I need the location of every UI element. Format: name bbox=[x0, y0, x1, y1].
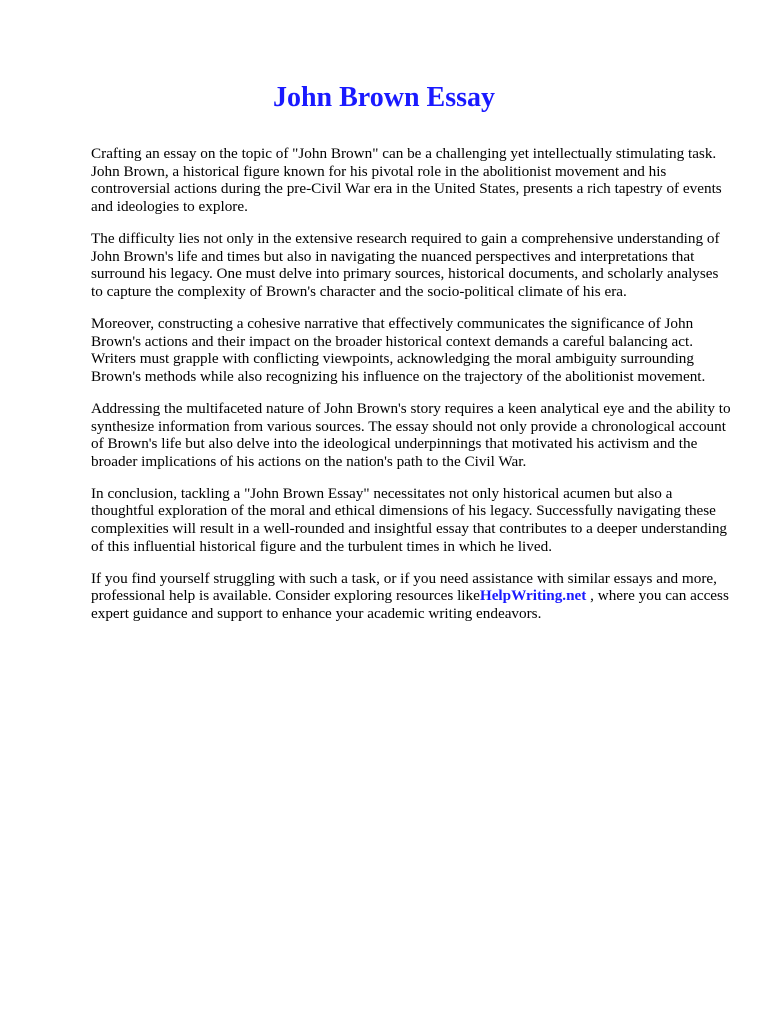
paragraph-3: Moreover, constructing a cohesive narrative that effectively communicates the significance of John Brown's actions and their impact on the broader historical context demands a careful balancing act. Writers must grapple with conflicting viewpoints, acknowledging the moral ambiguity surrounding Brown's methods while also recognizing his influence on the trajectory of the abolitionist movement. bbox=[91, 314, 706, 385]
paragraph-2: The difficulty lies not only in the extensive research required to gain a comprehensive understanding of John Brown's life and times but also in navigating the nuanced perspectives and interpretations that surround his legacy. One must delve into primary sources, historical documents, and scholarly analyses to capture the complexity of Brown's character and the socio-political climate of his era. bbox=[91, 229, 720, 300]
paragraph-4: Addressing the multifaceted nature of John Brown's story requires a keen analytical eye and the ability to synthesize information from various sources. The essay should not only provide a chronological account of Brown's life but also delve into the ideological underpinnings that motivated his activism and the broader implications of his actions on the nation's path to the Civil War. bbox=[91, 399, 731, 470]
essay-body bbox=[91, 145, 731, 637]
page-title: John Brown Essay bbox=[272, 82, 495, 113]
helpwriting-link[interactable]: HelpWriting.net bbox=[479, 587, 587, 605]
paragraph-1: Crafting an essay on the topic of "John Brown" can be a challenging yet intellectually stimulating task. John Brown, a historical figure known for his pivotal role in the abolitionist movement and his controversial actions during the pre-Civil War era in the United States, presents a rich tapestry of events and ideologies to explore. bbox=[91, 145, 722, 215]
closing-text-before-link: If you find yourself struggling with such a task, or if you need assistance with similar essays and more, professional help is available. Consider exploring resources like bbox=[91, 569, 717, 605]
paragraph-5: In conclusion, tackling a "John Brown Essay" necessitates not only historical acumen but also a thoughtful exploration of the moral and ethical dimensions of his legacy. Successfully navigating these complexities will result in a well-rounded and insightful essay that contributes to a deeper understanding of this influential historical figure and the turbulent times in which he lived. bbox=[91, 484, 728, 555]
closing-paragraph bbox=[91, 570, 731, 623]
closing-text-after-link: , where you can access expert guidance and support to enhance your academic writing endeavors. bbox=[91, 587, 729, 623]
